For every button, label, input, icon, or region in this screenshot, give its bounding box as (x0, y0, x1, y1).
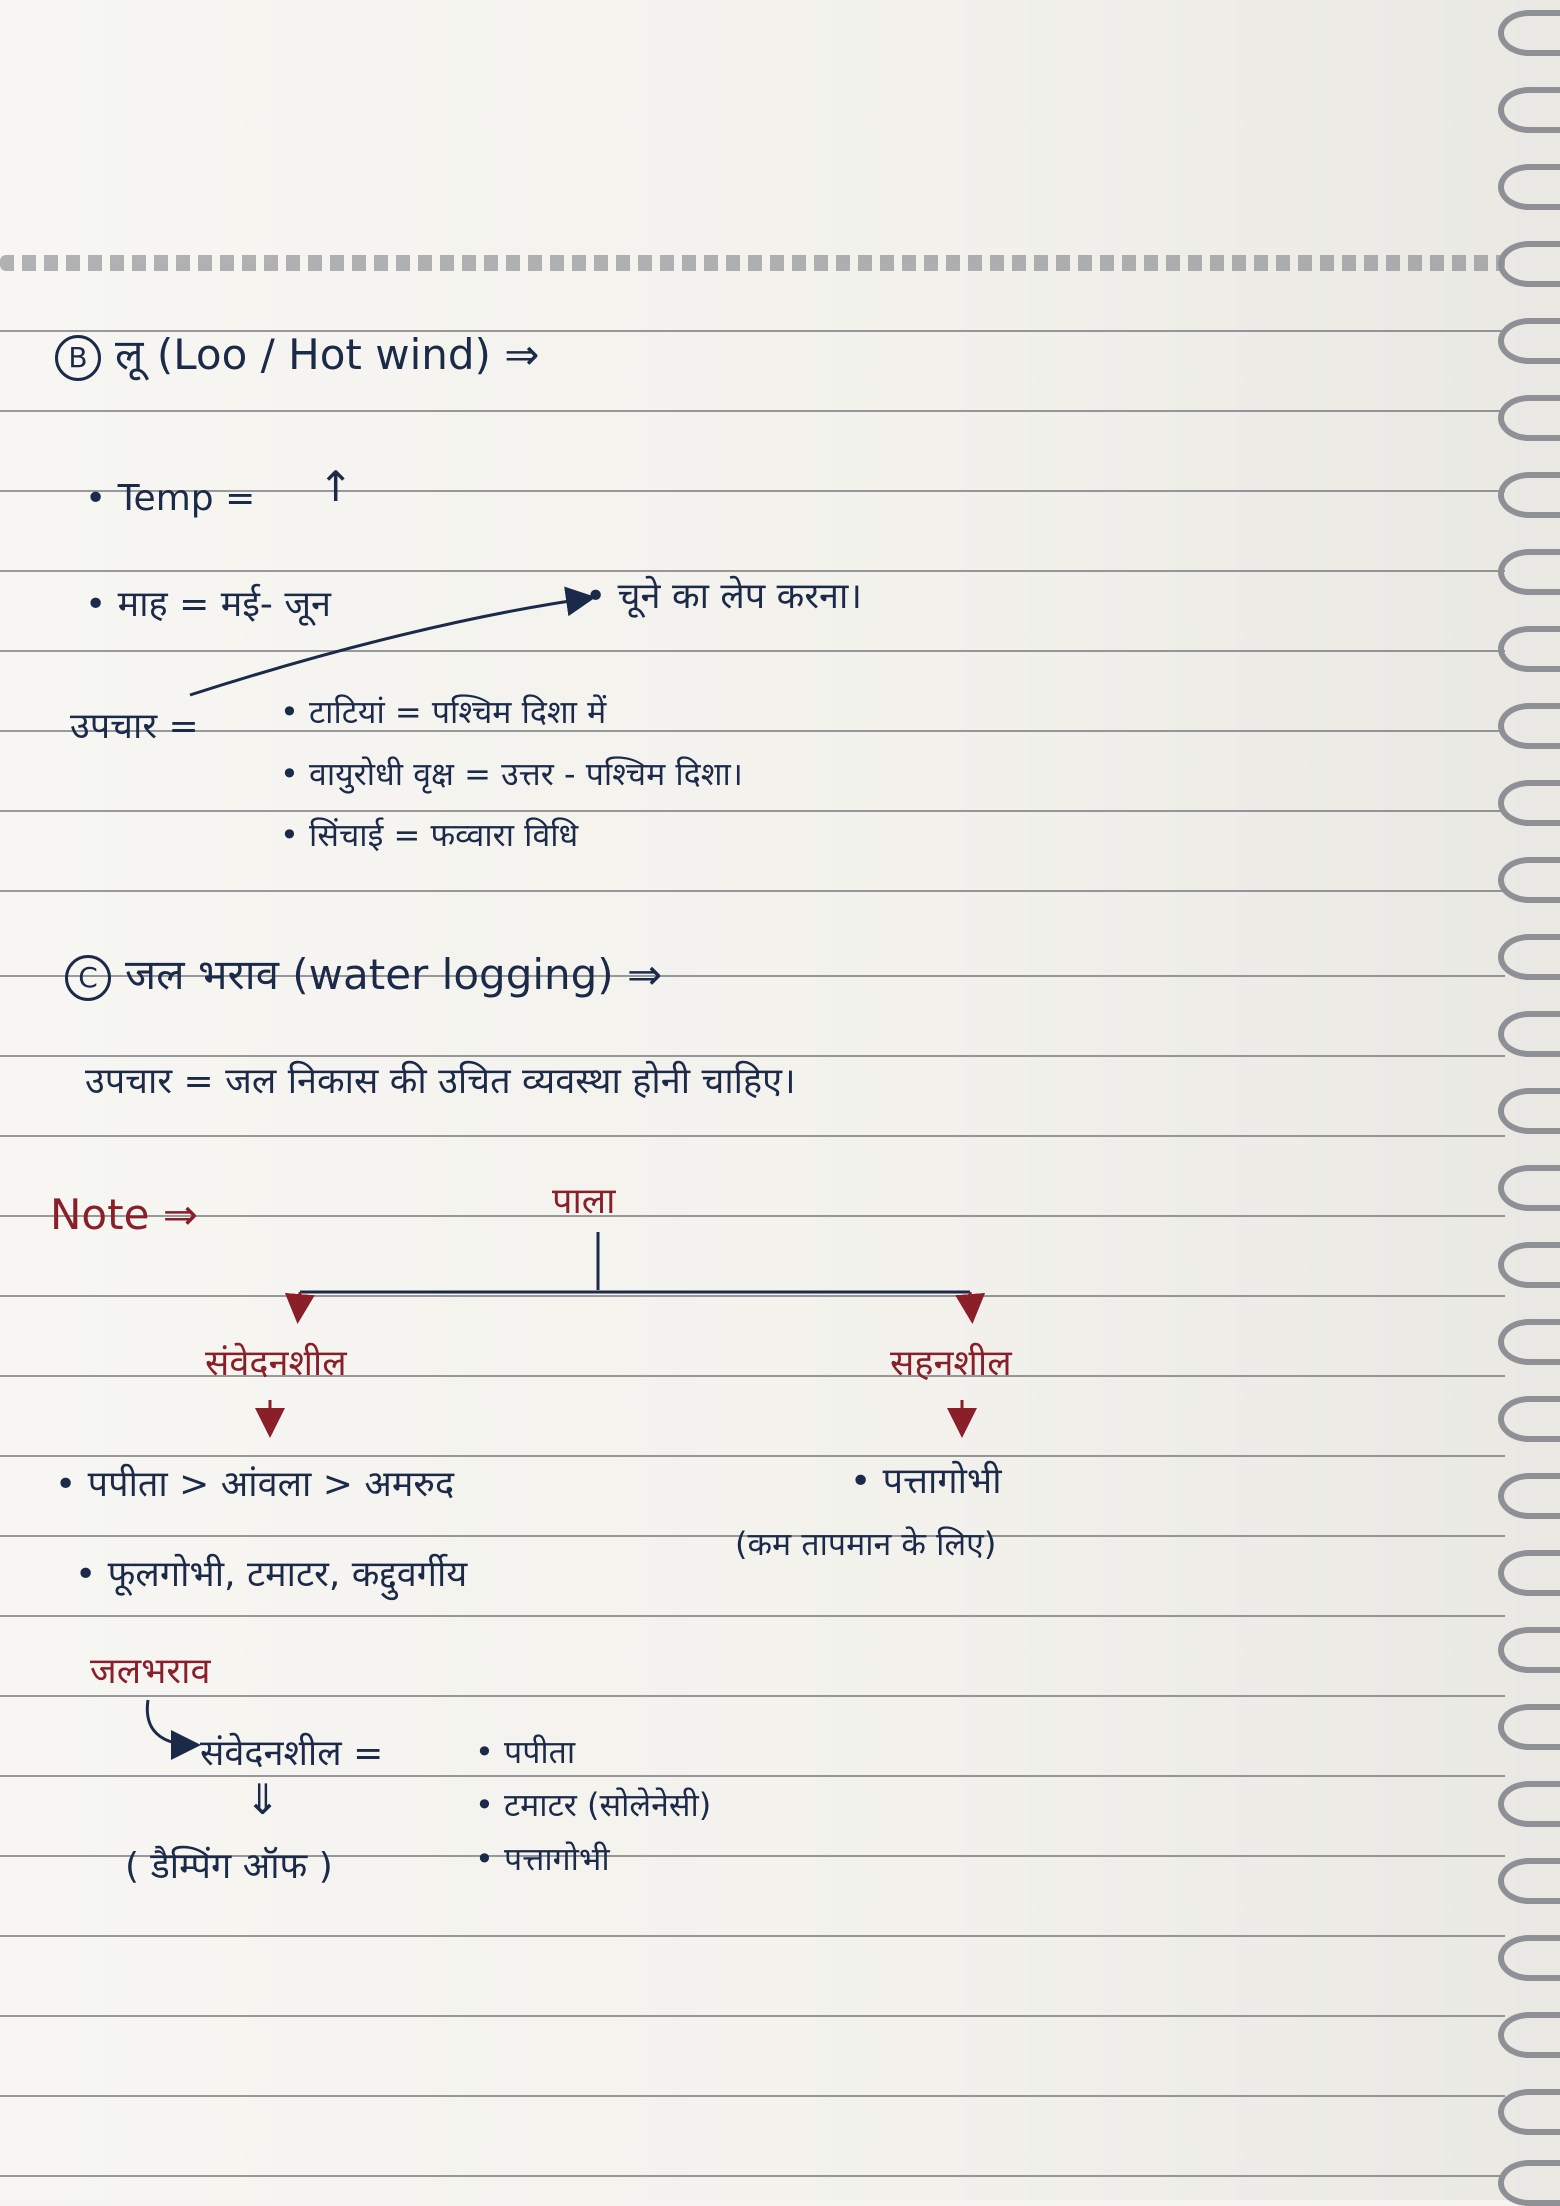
waterlogging-sensitive-label: संवेदनशील = (200, 1733, 384, 1774)
frost-branch-right-arrow (970, 1292, 972, 1318)
remedy-label: उपचार = (70, 706, 199, 747)
section-c-marker: C (65, 955, 111, 1001)
lime-coating-note: • चूने का लेप करना। (585, 576, 862, 617)
frost-sensitive-heading: संवेदनशील (205, 1343, 347, 1384)
waterlogging-item-3: • पत्तागोभी (475, 1840, 610, 1878)
temp-up-arrow: ↑ (318, 462, 354, 511)
tolerant-item-1: • पत्तागोभी (850, 1461, 1002, 1502)
tolerant-item-2: (कम तापमान के लिए) (735, 1525, 997, 1563)
remedy-item-3: • सिंचाई = फव्वारा विधि (280, 816, 579, 854)
remedy-to-lime-arrow (190, 598, 590, 695)
temp-line: • Temp = (85, 478, 256, 519)
sensitive-item-1: • पपीता > आंवला > अमरुद (55, 1464, 455, 1505)
section-b-title: लू (Loo / Hot wind) ⇒ (115, 330, 540, 379)
waterlogging-item-2: • टमाटर (सोलेनेसी) (475, 1786, 712, 1824)
damping-off-note: ( डैम्पिंग ऑफ ) (125, 1846, 333, 1887)
waterlogging-item-1: • पपीता (475, 1733, 576, 1771)
frost-branch-left-arrow (298, 1292, 300, 1318)
note-label: Note ⇒ (50, 1190, 198, 1239)
waterlogging-hook-arrow (147, 1700, 195, 1745)
remedy-item-2: • वायुरोधी वृक्ष = उत्तर - पश्चिम दिशा। (280, 755, 743, 793)
month-line: • माह = मई- जून (85, 584, 332, 625)
section-c-remedy: उपचार = जल निकास की उचित व्यवस्था होनी चाहिए। (85, 1061, 796, 1102)
remedy-item-1: • टाटियां = पश्चिम दिशा में (280, 693, 607, 731)
section-b-marker: B (55, 335, 101, 381)
waterlogging-heading: जलभराव (90, 1651, 211, 1692)
frost-root: पाला (552, 1181, 616, 1222)
sensitive-item-2: • फूलगोभी, टमाटर, कद्दुवर्गीय (75, 1554, 468, 1595)
section-c-title: जल भराव (water logging) ⇒ (125, 950, 663, 999)
double-down-arrow: ⇓ (245, 1775, 281, 1824)
frost-tolerant-heading: सहनशील (890, 1343, 1012, 1384)
